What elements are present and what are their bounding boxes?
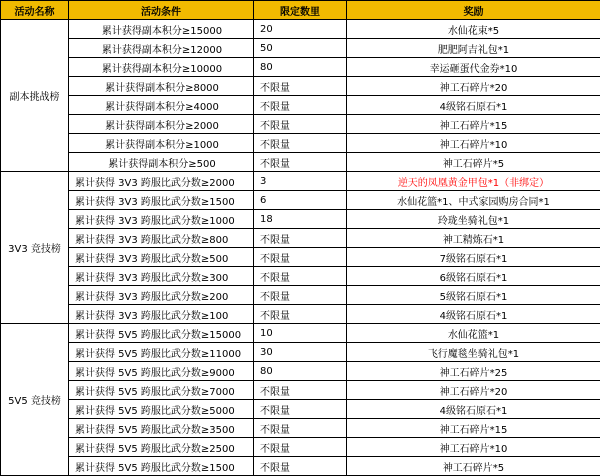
- condition-cell: 累计获得副本积分≥12000: [69, 39, 254, 58]
- condition-cell: 累计获得 5V5 跨服比武分数≥9000: [69, 362, 254, 381]
- limit-cell: 不限量: [254, 134, 347, 153]
- reward-cell: 神工石碎片*10: [347, 134, 600, 153]
- reward-cell: 飞行魔毯坐骑礼包*1: [347, 343, 600, 362]
- reward-cell: 水仙花束*5: [347, 20, 600, 39]
- table-row: [1, 153, 600, 172]
- limit-cell: 不限量: [254, 115, 347, 134]
- table-row: [1, 400, 600, 419]
- reward-cell: 神工石碎片*5: [347, 457, 600, 476]
- condition-cell: 累计获得 3V3 跨服比武分数≥100: [69, 305, 254, 324]
- condition-cell: 累计获得 3V3 跨服比武分数≥500: [69, 248, 254, 267]
- condition-cell: 累计获得副本积分≥10000: [69, 58, 254, 77]
- table-row: [1, 96, 600, 115]
- reward-cell: 神工石碎片*15: [347, 419, 600, 438]
- reward-cell: 6级铭石原石*1: [347, 267, 600, 286]
- reward-cell: 神工精炼石*1: [347, 229, 600, 248]
- reward-cell: 神工石碎片*25: [347, 362, 600, 381]
- reward-cell: 肥肥阿吉礼包*1: [347, 39, 600, 58]
- condition-cell: 累计获得副本积分≥8000: [69, 77, 254, 96]
- table-row: [1, 343, 600, 362]
- table-row: [1, 58, 600, 77]
- limit-cell: 10: [254, 324, 347, 343]
- condition-cell: 累计获得副本积分≥500: [69, 153, 254, 172]
- table-row: [1, 324, 600, 343]
- reward-cell: 4级铭石原石*1: [347, 305, 600, 324]
- condition-cell: 累计获得 5V5 跨服比武分数≥1500: [69, 457, 254, 476]
- limit-cell: 6: [254, 191, 347, 210]
- table-row: [1, 381, 600, 400]
- condition-cell: 累计获得 5V5 跨服比武分数≥11000: [69, 343, 254, 362]
- limit-cell: 不限量: [254, 153, 347, 172]
- table-row: [1, 191, 600, 210]
- condition-cell: 累计获得 5V5 跨服比武分数≥7000: [69, 381, 254, 400]
- limit-cell: 20: [254, 20, 347, 39]
- limit-cell: 不限量: [254, 229, 347, 248]
- activity-name-cell: 副本挑战榜: [1, 20, 69, 172]
- table-row: [1, 172, 600, 191]
- header-activity-name: 活动名称: [1, 1, 69, 20]
- limit-cell: 不限量: [254, 419, 347, 438]
- reward-cell: 玲珑坐骑礼包*1: [347, 210, 600, 229]
- limit-cell: 不限量: [254, 96, 347, 115]
- condition-cell: 累计获得副本积分≥15000: [69, 20, 254, 39]
- limit-cell: 不限量: [254, 305, 347, 324]
- reward-cell: 神工石碎片*10: [347, 438, 600, 457]
- limit-cell: 不限量: [254, 381, 347, 400]
- reward-cell: 水仙花篮*1、中式家园购房合同*1: [347, 191, 600, 210]
- table-row: [1, 115, 600, 134]
- condition-cell: 累计获得 5V5 跨服比武分数≥5000: [69, 400, 254, 419]
- condition-cell: 累计获得副本积分≥4000: [69, 96, 254, 115]
- header-row: [1, 1, 600, 20]
- condition-cell: 累计获得 5V5 跨服比武分数≥15000: [69, 324, 254, 343]
- limit-cell: 不限量: [254, 267, 347, 286]
- reward-cell: 逆天的凤凰黄金甲包*1（非绑定）: [347, 172, 600, 191]
- reward-cell: 5级铭石原石*1: [347, 286, 600, 305]
- limit-cell: 30: [254, 343, 347, 362]
- reward-cell: 幸运砸蛋代金券*10: [347, 58, 600, 77]
- limit-cell: 不限量: [254, 457, 347, 476]
- reward-cell: 7级铭石原石*1: [347, 248, 600, 267]
- table-row: [1, 39, 600, 58]
- table-body: [1, 20, 600, 476]
- condition-cell: 累计获得 5V5 跨服比武分数≥2500: [69, 438, 254, 457]
- table-row: [1, 134, 600, 153]
- table-header: [1, 1, 600, 20]
- table-row: [1, 20, 600, 39]
- condition-cell: 累计获得 3V3 跨服比武分数≥200: [69, 286, 254, 305]
- table-row: [1, 210, 600, 229]
- limit-cell: 不限量: [254, 400, 347, 419]
- table-row: [1, 286, 600, 305]
- condition-cell: 累计获得 3V3 跨服比武分数≥1000: [69, 210, 254, 229]
- table-row: [1, 248, 600, 267]
- table-row: [1, 267, 600, 286]
- limit-cell: 不限量: [254, 286, 347, 305]
- table-row: [1, 419, 600, 438]
- condition-cell: 累计获得 5V5 跨服比武分数≥3500: [69, 419, 254, 438]
- limit-cell: 不限量: [254, 248, 347, 267]
- reward-cell: 神工石碎片*15: [347, 115, 600, 134]
- header-reward: 奖励: [347, 1, 600, 20]
- limit-cell: 不限量: [254, 77, 347, 96]
- table-row: [1, 305, 600, 324]
- limit-cell: 80: [254, 362, 347, 381]
- table-row: [1, 77, 600, 96]
- header-limit: 限定数里: [254, 1, 347, 20]
- reward-cell: 神工石碎片*20: [347, 381, 600, 400]
- limit-cell: 18: [254, 210, 347, 229]
- reward-cell: 水仙花篮*1: [347, 324, 600, 343]
- limit-cell: 3: [254, 172, 347, 191]
- table-row: [1, 362, 600, 381]
- reward-cell: 4级铭石原石*1: [347, 400, 600, 419]
- table-row: [1, 457, 600, 476]
- limit-cell: 50: [254, 39, 347, 58]
- limit-cell: 80: [254, 58, 347, 77]
- reward-cell: 神工石碎片*20: [347, 77, 600, 96]
- reward-cell: 4级铭石原石*1: [347, 96, 600, 115]
- activity-name-cell: 3V3 竞技榜: [1, 172, 69, 324]
- limit-cell: 不限量: [254, 438, 347, 457]
- condition-cell: 累计获得 3V3 跨服比武分数≥2000: [69, 172, 254, 191]
- condition-cell: 累计获得副本积分≥2000: [69, 115, 254, 134]
- header-activity-condition: 活动条件: [69, 1, 254, 20]
- condition-cell: 累计获得 3V3 跨服比武分数≥1500: [69, 191, 254, 210]
- table-row: [1, 438, 600, 457]
- condition-cell: 累计获得 3V3 跨服比武分数≥300: [69, 267, 254, 286]
- reward-cell: 神工石碎片*5: [347, 153, 600, 172]
- activity-name-cell: 5V5 竞技榜: [1, 324, 69, 476]
- condition-cell: 累计获得 3V3 跨服比武分数≥800: [69, 229, 254, 248]
- table-row: [1, 229, 600, 248]
- condition-cell: 累计获得副本积分≥1000: [69, 134, 254, 153]
